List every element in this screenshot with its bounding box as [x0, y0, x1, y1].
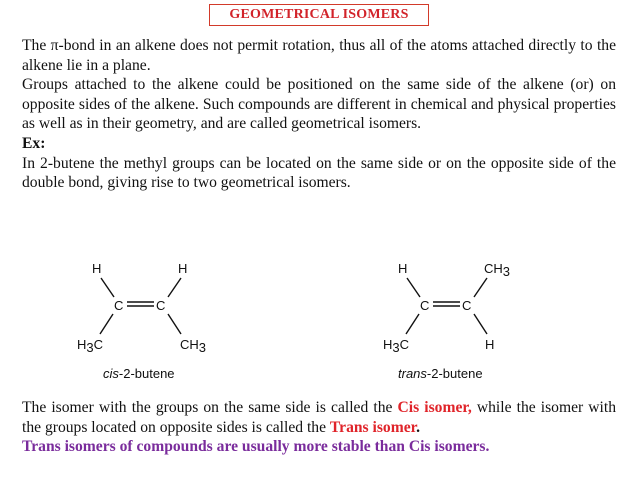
trans-bottom-right-atom: H: [485, 337, 495, 352]
trans-top-left-atom: H: [398, 261, 408, 276]
cis-isomer-term: Cis isomer,: [397, 399, 472, 416]
paragraph-groups: Groups attached to the alkene could be positioned on the same side of the alkene (or) on opposite sides of the alkene. Such compounds are different in chemical and physical properties as well as in their geometry, and are called geometrical isomers.: [22, 76, 616, 133]
cis-bond-top-left: [101, 278, 114, 297]
paragraph-pi-bond: The π-bond in an alkene does not permit rotation, thus all of the atoms attached directly to the alkene lie in a plane.: [22, 37, 616, 74]
cis-bond-bottom-right: [168, 314, 181, 334]
trans-bond-bottom-left: [406, 314, 419, 334]
conclusion-sentence: The isomer with the groups on the same side is called the Cis isomer, while the isomer with the groups located on opposite sides is called the Trans isomer.: [22, 399, 617, 436]
stability-highlight: Trans isomers of compounds are usually more stable than Cis isomers.: [22, 438, 490, 456]
trans-isomer-term: Trans isomer: [329, 418, 417, 436]
cis-caption: cis-2-butene: [103, 366, 175, 381]
trans-bond-bottom-right: [474, 314, 487, 334]
cis-bottom-left-group: H3C: [77, 337, 104, 355]
trans-bond-top-right: [474, 278, 487, 297]
trans-carbon-right: C: [462, 298, 472, 313]
trans-2-butene-structure: [365, 252, 545, 362]
cis-bond-bottom-left: [100, 314, 113, 334]
cis-bond-top-right: [168, 278, 181, 297]
cis-bottom-right-group: CH3: [180, 337, 207, 355]
conclusion-text: [22, 398, 616, 457]
trans-bottom-left-group: H3C: [383, 337, 410, 355]
cis-top-right-atom: H: [178, 261, 188, 276]
trans-caption: trans-2-butene: [398, 366, 483, 381]
trans-top-right-group: CH3: [484, 261, 511, 279]
cis-carbon-left: C: [114, 298, 124, 313]
slide-title: GEOMETRICAL ISOMERS: [209, 4, 429, 26]
cis-carbon-right: C: [156, 298, 166, 313]
cis-2-butene-structure: [60, 252, 240, 362]
trans-carbon-left: C: [420, 298, 430, 313]
example-label: Ex:: [22, 134, 46, 152]
paragraph-butene: In 2-butene the methyl groups can be located on the same side or on the opposite side of the double bond, giving rise to two geometrical isomers.: [22, 154, 616, 192]
cis-top-left-atom: H: [92, 261, 102, 276]
trans-bond-top-left: [407, 278, 420, 297]
intro-text: [22, 36, 616, 193]
